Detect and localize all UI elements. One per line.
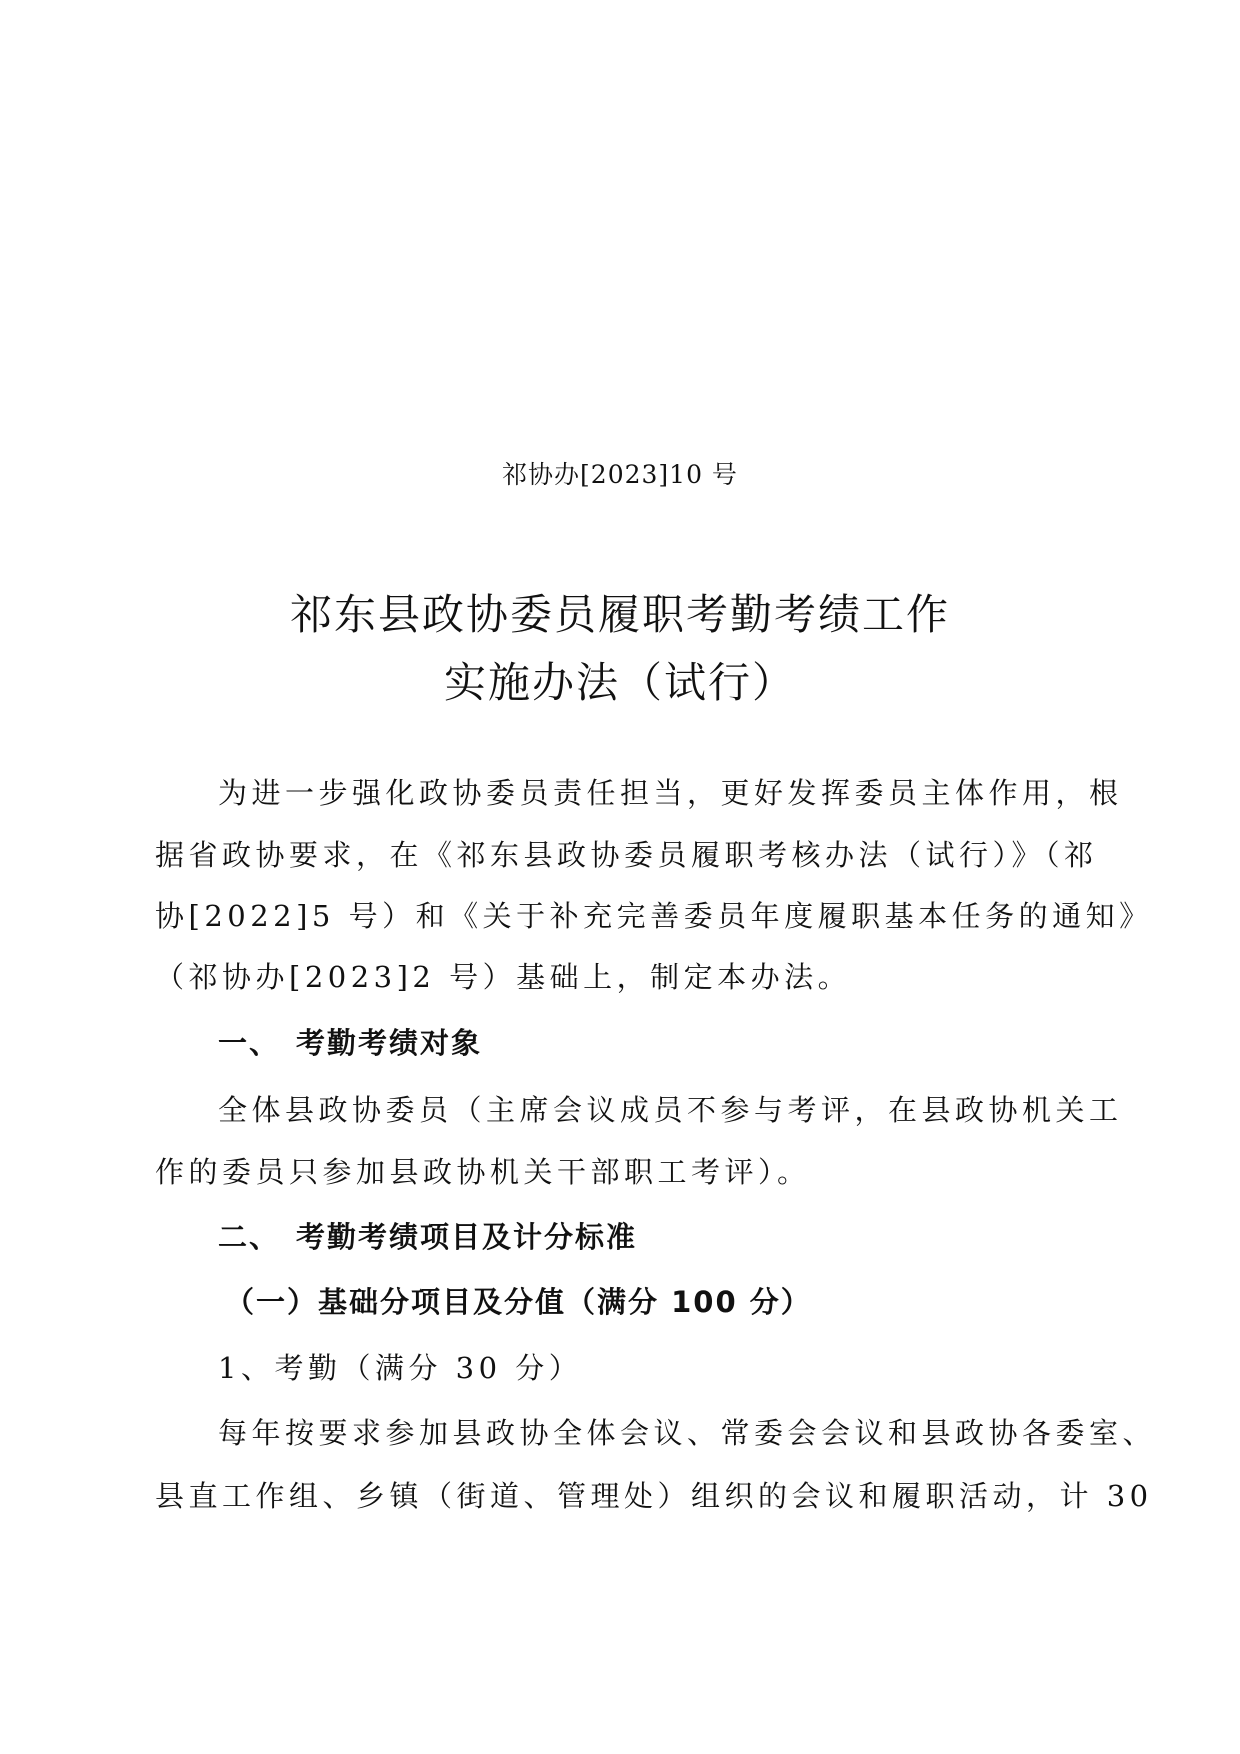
document-title-line-1: 祁东县政协委员履职考勤考绩工作 — [289, 590, 950, 639]
intro-line-4: （祁协办[2023]2 号）基础上，制定本办法。 — [155, 960, 852, 994]
section-2-heading — [218, 1217, 1148, 1257]
section-2-subheading-1: （一）基础分项目及分值（满分 100 分） — [225, 1285, 812, 1319]
intro-line-2: 据省政协要求，在《祁东县政协委员履职考核办法（试行）》（祁 — [155, 838, 1098, 872]
item-1-title: 1、考勤（满分 30 分） — [218, 1351, 583, 1385]
section-1-title: 考勤考绩对象 — [296, 1026, 483, 1060]
intro-line-1: 为进一步强化政协委员责任担当，更好发挥委员主体作用，根 — [218, 776, 1123, 810]
intro-line-3: 协[2022]5 号）和《关于补充完善委员年度履职基本任务的通知》 — [155, 899, 1153, 933]
section-1-number: 一、 — [218, 1026, 281, 1060]
section-1-body-line-1: 全体县政协委员（主席会议成员不参与考评，在县政协机关工 — [218, 1093, 1123, 1127]
section-1-body-line-2: 作的委员只参加县政协机关干部职工考评）。 — [155, 1155, 811, 1189]
item-1-body-line-2: 县直工作组、乡镇（街道、管理处）组织的会议和履职活动，计 30 — [155, 1479, 1153, 1513]
section-2-number: 二、 — [218, 1220, 281, 1254]
item-1-body-line-1: 每年按要求参加县政协全体会议、常委会会议和县政协各委室、 — [218, 1416, 1157, 1450]
section-1-heading — [218, 1023, 1148, 1063]
section-2-title: 考勤考绩项目及计分标准 — [296, 1220, 638, 1254]
document-title-line-2: 实施办法（试行） — [443, 658, 796, 707]
document-number: 祁协办[2023]10 号 — [502, 460, 738, 489]
